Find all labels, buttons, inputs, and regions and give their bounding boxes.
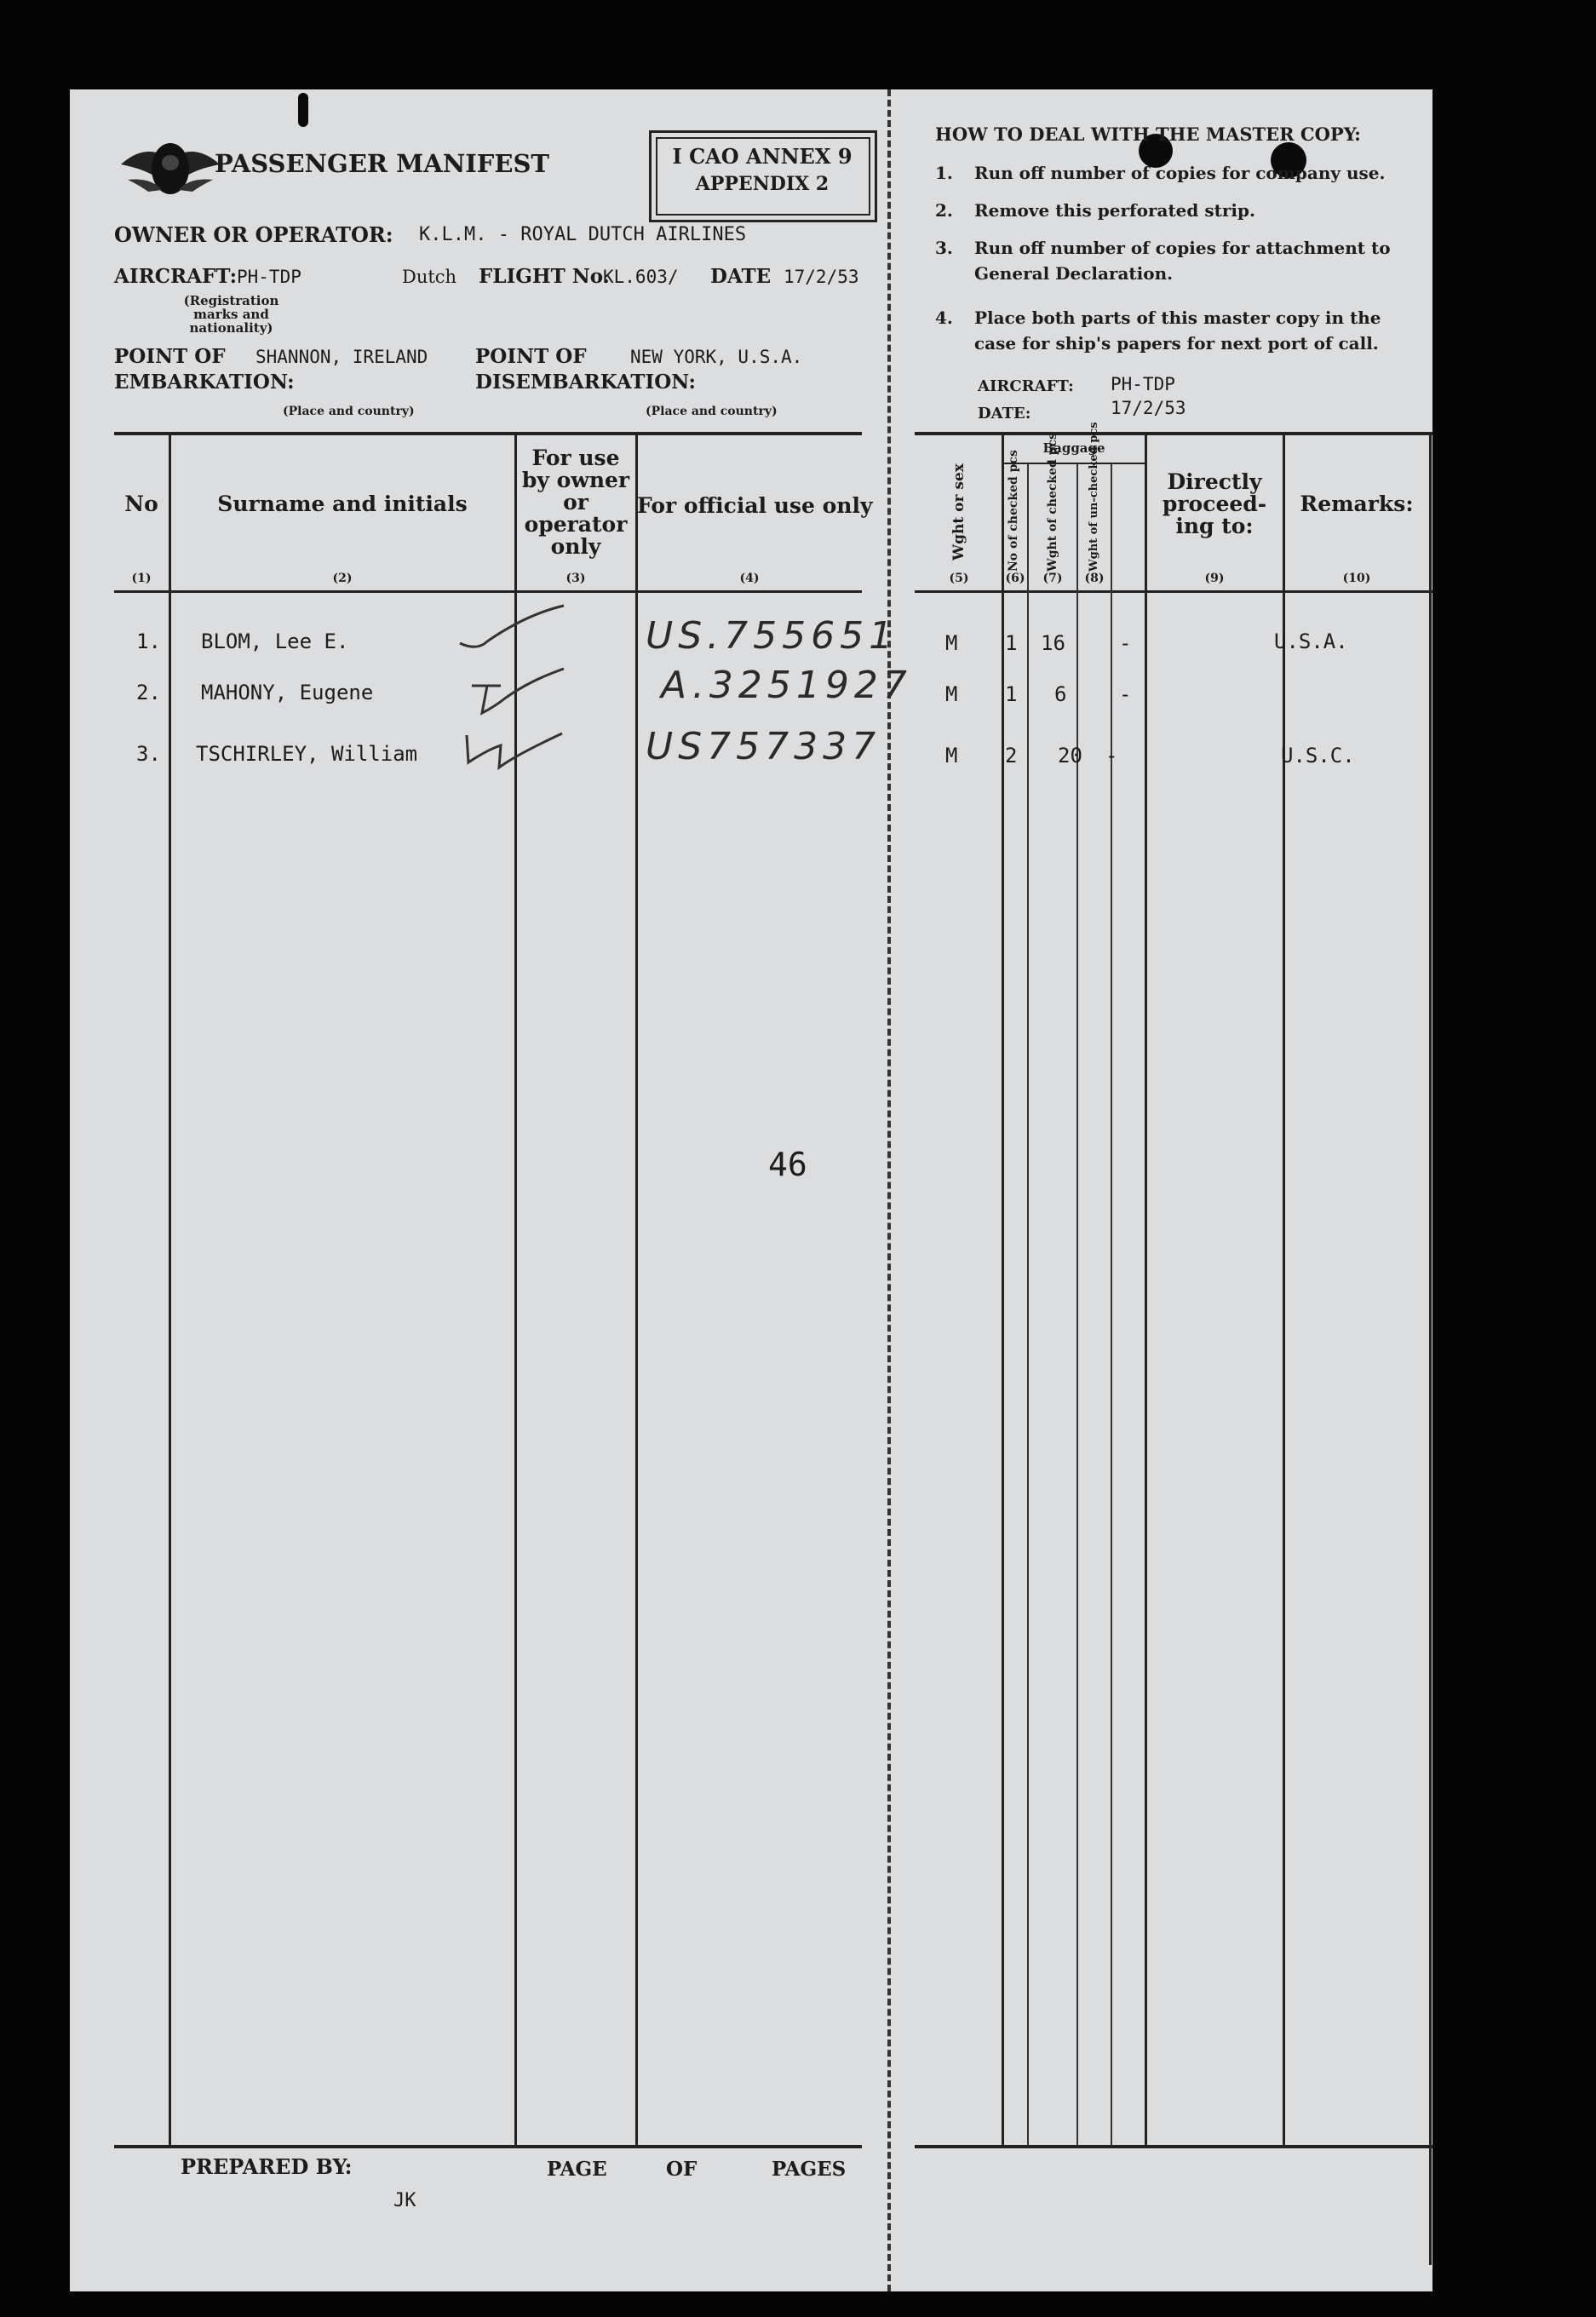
check-mark-icon xyxy=(462,727,572,778)
col-num-2: (2) xyxy=(332,572,353,585)
row-unchecked: - xyxy=(1119,631,1132,655)
col-num-5: (5) xyxy=(949,572,969,585)
instr-date-label: DATE: xyxy=(978,405,1031,423)
embarkation-value: SHANNON, IRELAND xyxy=(255,347,428,367)
aircraft-label: AIRCRAFT: xyxy=(114,265,238,288)
row-sex: M xyxy=(945,744,958,768)
row-name: TSCHIRLEY, William xyxy=(196,742,418,766)
row-unchecked: - xyxy=(1105,744,1118,768)
check-mark-icon xyxy=(463,660,574,728)
row-no: 3. xyxy=(136,742,161,766)
col-line-3 xyxy=(635,434,638,2146)
owner-use-line-2: by owner xyxy=(521,468,630,492)
row-no: 2. xyxy=(136,681,161,704)
column-rule-right xyxy=(915,590,1432,593)
owner-use-line-4: operator xyxy=(524,512,628,537)
instr-date-value: 17/2/53 xyxy=(1111,398,1186,418)
instr-aircraft-value: PH-TDP xyxy=(1111,374,1175,394)
row-no: 1. xyxy=(136,630,161,653)
row-pcs: 1 xyxy=(1005,631,1018,655)
col-num-9: (9) xyxy=(1204,572,1225,585)
col-header-wght-unchecked: Wght of un-checked pcs xyxy=(1088,422,1100,572)
aircraft-nationality: Dutch xyxy=(402,267,457,287)
owner-use-line-3: or xyxy=(563,490,588,515)
col-num-3: (3) xyxy=(565,572,586,585)
embarkation-label-2: EMBARKATION: xyxy=(114,371,295,394)
check-mark-icon xyxy=(458,601,569,660)
row-pcs: 2 xyxy=(1005,744,1018,768)
row-official: A.3251927 xyxy=(661,664,912,707)
column-rule-left xyxy=(114,590,862,593)
pages-label: PAGES xyxy=(772,2158,847,2181)
col-header-no: No xyxy=(124,492,158,516)
col-header-wght-checked: Wght of checked pcs xyxy=(1046,433,1059,572)
row-unchecked: - xyxy=(1119,682,1132,706)
date-label: DATE xyxy=(710,265,772,288)
row-weight: 16 xyxy=(1041,631,1065,655)
instruction-4-text: Place both parts of this master copy in the xyxy=(974,308,1381,328)
of-label: OF xyxy=(666,2158,698,2181)
disembarkation-note: (Place and country) xyxy=(646,405,778,418)
instructions-title: HOW TO DEAL WITH THE MASTER COPY: xyxy=(935,124,1361,145)
owner-use-line-1: For use xyxy=(531,446,620,470)
col-header-surname: Surname and initials xyxy=(217,492,468,516)
icao-appendix-label: APPENDIX 2 xyxy=(695,173,830,195)
directly-line-3: ing to: xyxy=(1175,514,1254,538)
klm-wings-logo-icon xyxy=(114,130,227,207)
header-rule-left xyxy=(114,432,862,435)
instruction-2-num: 2. xyxy=(935,200,953,221)
instruction-3-num: 3. xyxy=(935,238,953,258)
footer-rule-left xyxy=(114,2145,862,2148)
col-num-10: (10) xyxy=(1342,572,1371,585)
col-line-5 xyxy=(1002,434,1004,2146)
page-label: PAGE xyxy=(547,2158,607,2181)
disembarkation-label-1: POINT OF xyxy=(475,345,587,368)
instruction-3-text-2: General Declaration. xyxy=(974,263,1174,284)
col-line-7 xyxy=(1076,464,1078,2146)
baggage-rule xyxy=(1002,463,1145,464)
disembarkation-label-2: DISEMBARKATION: xyxy=(475,371,696,394)
owner-label: OWNER OR OPERATOR: xyxy=(114,222,393,247)
col-num-8: (8) xyxy=(1084,572,1105,585)
owner-use-line-5: only xyxy=(550,534,601,559)
col-header-directly xyxy=(1146,471,1283,538)
sheet-right-edge xyxy=(1429,434,1432,2265)
instruction-3-text: Run off number of copies for attachment to xyxy=(974,238,1391,258)
row-remarks: U.S.C. xyxy=(1281,744,1355,768)
manifest-sheet xyxy=(70,89,1432,2291)
instruction-1-num: 1. xyxy=(935,163,953,183)
row-official: US.755651 xyxy=(646,614,898,658)
instruction-2-text: Remove this perforated strip. xyxy=(974,200,1255,221)
col-num-6: (6) xyxy=(1005,572,1025,585)
directly-line-1: Directly xyxy=(1167,469,1262,494)
row-pcs: 1 xyxy=(1005,682,1018,706)
row-weight: 6 xyxy=(1054,682,1067,706)
prepared-by-value: JK xyxy=(393,2190,416,2211)
col-header-official: For official use only xyxy=(637,493,873,518)
col-num-1: (1) xyxy=(131,572,152,585)
disembarkation-value: NEW YORK, U.S.A. xyxy=(630,347,803,367)
instruction-4-text-2: case for ship's papers for next port of call. xyxy=(974,333,1379,354)
date-value: 17/2/53 xyxy=(784,267,859,287)
instruction-1-text: Run off number of copies for company use. xyxy=(974,163,1386,183)
col-header-wght-sex: Wght or sex xyxy=(950,463,967,561)
row-remarks: U.S.A. xyxy=(1274,630,1348,653)
stamp-number: 46 xyxy=(768,1146,807,1183)
col-line-8 xyxy=(1111,464,1112,2146)
col-line-1 xyxy=(169,434,171,2146)
col-num-7: (7) xyxy=(1042,572,1063,585)
embarkation-note: (Place and country) xyxy=(283,405,415,418)
aircraft-note: (Registration marks and nationality) xyxy=(183,293,279,336)
row-sex: M xyxy=(945,631,958,655)
row-name: MAHONY, Eugene xyxy=(201,681,374,704)
row-sex: M xyxy=(945,682,958,706)
col-header-owner-use xyxy=(516,447,635,558)
col-header-no-checked: No of checked pcs xyxy=(1007,450,1020,572)
col-line-9 xyxy=(1145,434,1147,2146)
row-name: BLOM, Lee E. xyxy=(201,630,349,653)
directly-line-2: proceed- xyxy=(1162,492,1267,516)
row-weight: 20 xyxy=(1058,744,1082,768)
footer-rule-right xyxy=(915,2145,1432,2148)
col-num-4: (4) xyxy=(739,572,760,585)
flight-label: FLIGHT No. xyxy=(479,265,610,288)
ink-blot xyxy=(298,93,308,127)
instr-aircraft-label: AIRCRAFT: xyxy=(978,377,1074,395)
perforation-line xyxy=(887,89,891,2291)
manifest-title: PASSENGER MANIFEST xyxy=(215,149,550,178)
col-header-baggage: Baggage xyxy=(1042,440,1105,456)
col-line-10 xyxy=(1283,434,1285,2146)
row-official: US757337 xyxy=(646,725,881,768)
prepared-by-label: PREPARED BY: xyxy=(181,2154,353,2179)
owner-value: K.L.M. - ROYAL DUTCH AIRLINES xyxy=(419,224,747,245)
col-line-6 xyxy=(1027,464,1029,2146)
embarkation-label-1: POINT OF xyxy=(114,345,226,368)
col-header-remarks: Remarks: xyxy=(1300,492,1414,516)
instruction-4-num: 4. xyxy=(935,308,953,328)
icao-annex-label: I CAO ANNEX 9 xyxy=(672,144,853,169)
flight-value: KL.603/ xyxy=(603,267,679,287)
header-rule-right xyxy=(915,432,1432,435)
aircraft-value: PH-TDP xyxy=(237,267,301,287)
